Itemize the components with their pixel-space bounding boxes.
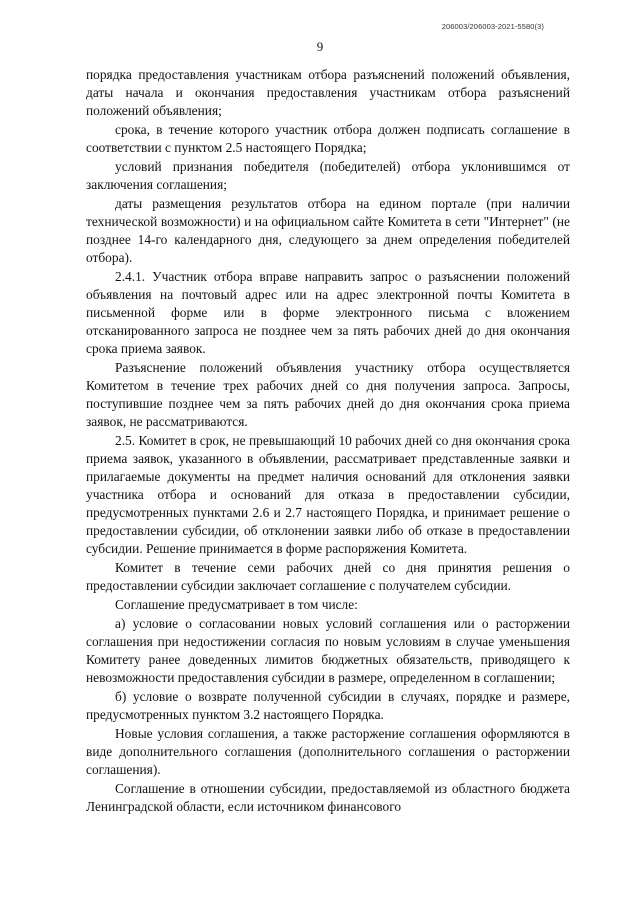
paragraph: даты размещения результатов отбора на едином портале (при наличии технической возможности) и на официальном сайте Комитета в сети "Интернет" (не позднее 14-го календарного дня, следующего за днем определения победителей отбора). (86, 196, 570, 265)
paragraph: б) условие о возврате полученной субсидии в случаях, порядке и размере, предусмотренных пунктом 3.2 настоящего Порядка. (86, 689, 570, 722)
paragraph: Соглашение предусматривает в том числе: (115, 597, 358, 612)
paragraph: порядка предоставления участникам отбора разъяснений положений объявления, даты начала и окончания предоставления участникам отбора разъяснений положений объявления; (86, 67, 570, 118)
paragraph: а) условие о согласовании новых условий соглашения или о расторжении соглашения при недостижении согласия по новым условиям в случае уменьшения Комитету ранее доведенных лимитов бюджетных обязательств, приводящего к невозможности предоставления субсидии в размере, определенном в соглашении; (86, 616, 570, 685)
document-id-stamp: 206003/206003-2021-5580(3) (441, 22, 544, 31)
paragraph: Новые условия соглашения, а также расторжение соглашения оформляются в виде дополнительного соглашения (дополнительного соглашения о расторжении соглашения). (86, 726, 570, 777)
paragraph: Соглашение в отношении субсидии, предоставляемой из областного бюджета Ленинградской области, если источником финансового (86, 781, 570, 814)
paragraph: условий признания победителя (победителей) отбора уклонившимся от заключения соглашения; (86, 159, 570, 192)
page-number: 9 (316, 39, 324, 54)
document-body (86, 66, 570, 817)
paragraph: Комитет в течение семи рабочих дней со дня принятия решения о предоставлении субсидии заключает соглашение с получателем субсидии. (86, 560, 570, 593)
paragraph: 2.4.1. Участник отбора вправе направить запрос о разъяснении положений объявления на почтовый адрес или на адрес электронной почты Комитета в письменной форме или в форме электронного письма с вложением отсканированного запроса не позднее чем за пять рабочих дней до дня окончания срока приема заявок. (86, 269, 570, 356)
paragraph: Разъяснение положений объявления участнику отбора осуществляется Комитетом в течение трех рабочих дней со дня получения запроса. Запросы, поступившие позднее чем за пять рабочих дней до дня окончания срока приема заявок, не рассматриваются. (86, 360, 570, 429)
paragraph: 2.5. Комитет в срок, не превышающий 10 рабочих дней со дня окончания срока приема заявок, указанного в объявлении, рассматривает представленные заявки и прилагаемые документы на предмет наличия оснований для отклонения заявки участника отбора и оснований для отказа в предоставлении субсидии, предусмотренных пунктами 2.6 и 2.7 настоящего Порядка, и принимает решение о предоставлении субсидии, об отклонении заявки либо об отказе в предоставлении субсидии. Решение принимается в форме распоряжения Комитета. (86, 433, 570, 556)
paragraph: срока, в течение которого участник отбора должен подписать соглашение в соответствии с пунктом 2.5 настоящего Порядка; (86, 122, 570, 155)
